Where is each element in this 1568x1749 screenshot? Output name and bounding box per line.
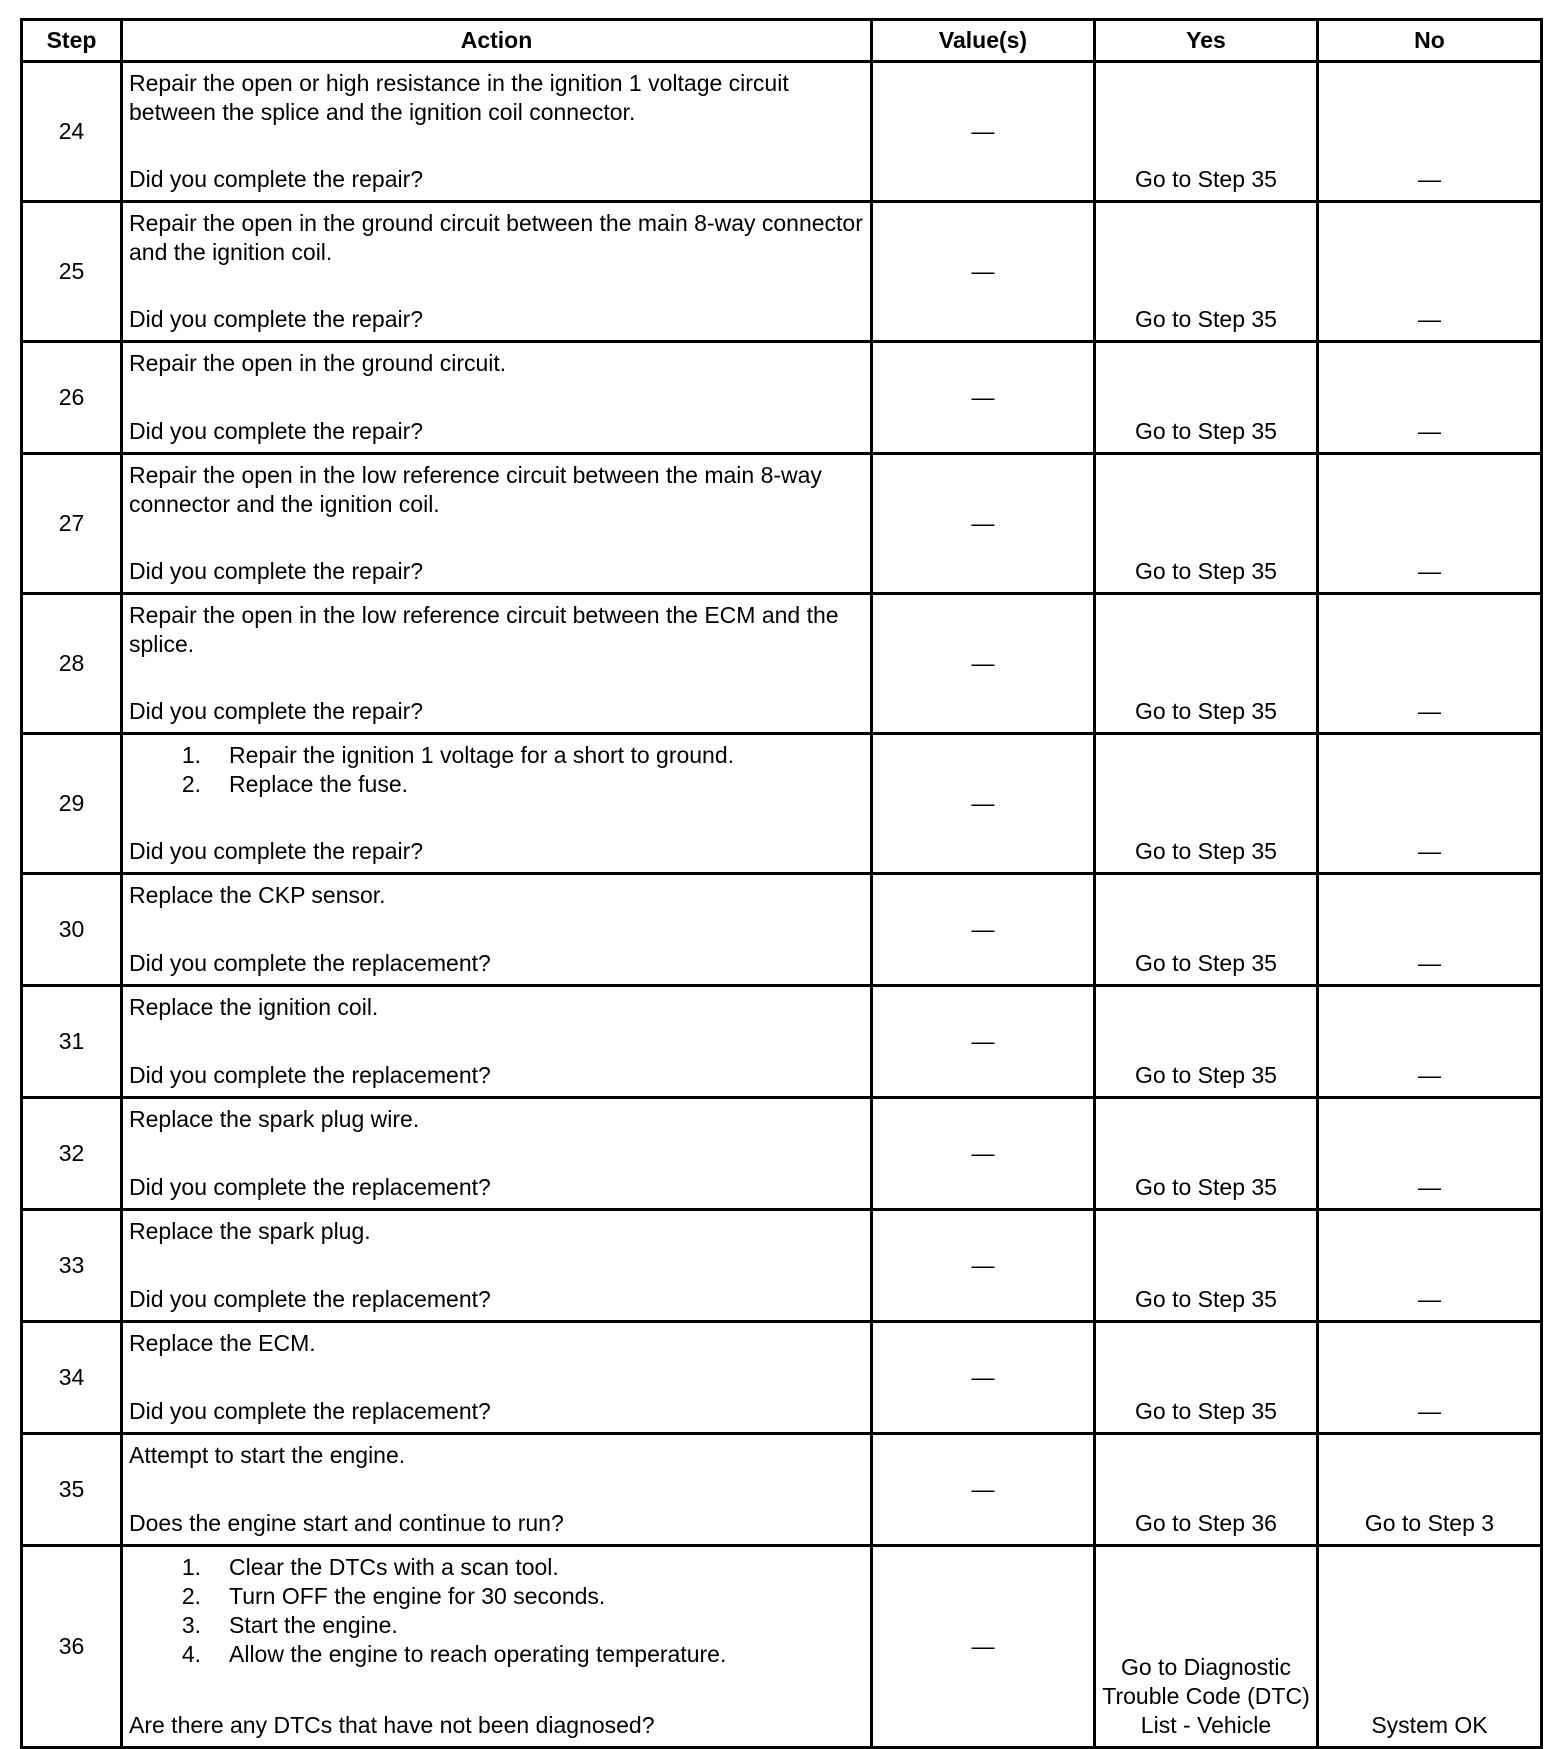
action-instruction: Replace the ECM. — [129, 1330, 316, 1356]
action-content — [129, 349, 864, 446]
action-instruction: Repair the open or high resistance in the ignition 1 voltage circuit between the splice and the ignition coil connector. — [129, 70, 789, 125]
values-cell: — — [872, 1546, 1095, 1748]
action-instruction: Replace the spark plug. — [129, 1218, 371, 1244]
step-number-cell: 25 — [22, 202, 122, 342]
no-outcome-cell: — — [1318, 594, 1542, 734]
header-no: No — [1318, 20, 1542, 62]
diagnostic-steps-table — [20, 18, 1543, 1749]
action-instruction: Attempt to start the engine. — [129, 1442, 406, 1468]
yes-outcome-cell: Go to Step 35 — [1095, 342, 1318, 454]
step-number-cell: 33 — [22, 1210, 122, 1322]
yes-outcome-cell: Go to Step 35 — [1095, 1098, 1318, 1210]
table-row — [22, 1434, 1542, 1546]
yes-outcome-cell: Go to Step 36 — [1095, 1434, 1318, 1546]
action-question: Did you complete the replacement? — [129, 1174, 491, 1200]
list-item-number: 2. — [181, 1583, 201, 1609]
no-outcome-cell: — — [1318, 986, 1542, 1098]
action-cell — [122, 454, 872, 594]
list-item-text: Allow the engine to reach operating temperature. — [229, 1641, 727, 1667]
table-row — [22, 1322, 1542, 1434]
action-content — [129, 461, 864, 586]
no-outcome-cell: System OK — [1318, 1546, 1542, 1748]
action-content — [129, 1553, 864, 1740]
action-list-item — [129, 1640, 864, 1669]
step-number-cell: 31 — [22, 986, 122, 1098]
action-content — [129, 1441, 864, 1538]
step-number-cell: 34 — [22, 1322, 122, 1434]
list-item-number: 1. — [181, 742, 201, 768]
action-question: Are there any DTCs that have not been diagnosed? — [129, 1712, 655, 1738]
action-question: Did you complete the repair? — [129, 306, 424, 332]
yes-outcome-cell: Go to Step 35 — [1095, 734, 1318, 874]
table-row — [22, 986, 1542, 1098]
action-instruction: Repair the open in the low reference circuit between the ECM and the splice. — [129, 602, 839, 657]
action-cell — [122, 1210, 872, 1322]
header-yes: Yes — [1095, 20, 1318, 62]
header-values: Value(s) — [872, 20, 1095, 62]
step-number-cell: 36 — [22, 1546, 122, 1748]
values-cell: — — [872, 734, 1095, 874]
action-content — [129, 993, 864, 1090]
action-instruction: Replace the spark plug wire. — [129, 1106, 420, 1132]
no-outcome-cell: — — [1318, 62, 1542, 202]
step-number-cell: 27 — [22, 454, 122, 594]
action-question: Did you complete the replacement? — [129, 1398, 491, 1424]
header-action: Action — [122, 20, 872, 62]
action-question: Did you complete the repair? — [129, 558, 424, 584]
yes-outcome-cell: Go to Step 35 — [1095, 202, 1318, 342]
list-item-number: 3. — [181, 1612, 201, 1638]
no-outcome-cell: — — [1318, 1322, 1542, 1434]
action-cell — [122, 62, 872, 202]
yes-outcome-cell: Go to Step 35 — [1095, 594, 1318, 734]
no-outcome-cell: — — [1318, 454, 1542, 594]
no-outcome-cell: — — [1318, 202, 1542, 342]
action-content — [129, 1217, 864, 1314]
list-item-number: 2. — [181, 771, 201, 797]
values-cell: — — [872, 594, 1095, 734]
action-cell — [122, 1434, 872, 1546]
action-question: Did you complete the repair? — [129, 698, 424, 724]
values-cell: — — [872, 62, 1095, 202]
action-question: Did you complete the repair? — [129, 838, 424, 864]
list-item-text: Turn OFF the engine for 30 seconds. — [229, 1583, 606, 1609]
yes-outcome-cell: Go to Diagnostic Trouble Code (DTC) List - Vehicle — [1095, 1546, 1318, 1748]
action-content — [129, 601, 864, 726]
values-cell: — — [872, 1210, 1095, 1322]
step-number-cell: 28 — [22, 594, 122, 734]
step-number-cell: 29 — [22, 734, 122, 874]
values-cell: — — [872, 454, 1095, 594]
action-cell — [122, 1322, 872, 1434]
no-outcome-cell: — — [1318, 1098, 1542, 1210]
no-outcome-cell: — — [1318, 342, 1542, 454]
step-number-cell: 35 — [22, 1434, 122, 1546]
action-content — [129, 69, 864, 194]
no-outcome-cell: — — [1318, 734, 1542, 874]
list-item-text: Replace the fuse. — [229, 771, 409, 797]
action-content — [129, 881, 864, 978]
action-question: Did you complete the replacement? — [129, 950, 491, 976]
action-question: Did you complete the repair? — [129, 418, 424, 444]
action-list-item — [129, 741, 864, 770]
step-number-cell: 30 — [22, 874, 122, 986]
table-row — [22, 1546, 1542, 1748]
list-item-text: Repair the ignition 1 voltage for a short to ground. — [229, 742, 735, 768]
table-row — [22, 874, 1542, 986]
yes-outcome-cell: Go to Step 35 — [1095, 1210, 1318, 1322]
table-row — [22, 342, 1542, 454]
action-cell — [122, 986, 872, 1098]
values-cell: — — [872, 1098, 1095, 1210]
values-cell: — — [872, 1434, 1095, 1546]
yes-outcome-cell: Go to Step 35 — [1095, 986, 1318, 1098]
action-cell — [122, 1098, 872, 1210]
action-instruction: Replace the CKP sensor. — [129, 882, 386, 908]
table-row — [22, 734, 1542, 874]
values-cell: — — [872, 202, 1095, 342]
list-item-number: 1. — [181, 1554, 201, 1580]
list-item-text: Start the engine. — [229, 1612, 398, 1638]
table-row — [22, 594, 1542, 734]
yes-outcome-cell: Go to Step 35 — [1095, 454, 1318, 594]
action-numbered-list — [129, 1553, 864, 1669]
action-content — [129, 1105, 864, 1202]
yes-outcome-cell: Go to Step 35 — [1095, 874, 1318, 986]
action-instruction: Repair the open in the ground circuit between the main 8-way connector and the ignition coil. — [129, 210, 863, 265]
action-instruction: Repair the open in the low reference circuit between the main 8-way connector and the ignition coil. — [129, 462, 822, 517]
table-row — [22, 202, 1542, 342]
action-cell — [122, 734, 872, 874]
yes-outcome-cell: Go to Step 35 — [1095, 62, 1318, 202]
action-cell — [122, 342, 872, 454]
values-cell: — — [872, 342, 1095, 454]
header-step: Step — [22, 20, 122, 62]
values-cell: — — [872, 986, 1095, 1098]
action-cell — [122, 202, 872, 342]
table-row — [22, 62, 1542, 202]
action-list-item — [129, 1582, 864, 1611]
table-row — [22, 1210, 1542, 1322]
no-outcome-cell: — — [1318, 874, 1542, 986]
action-question: Did you complete the repair? — [129, 166, 424, 192]
action-list-item — [129, 1553, 864, 1582]
no-outcome-cell: — — [1318, 1210, 1542, 1322]
action-question: Did you complete the replacement? — [129, 1062, 491, 1088]
step-number-cell: 24 — [22, 62, 122, 202]
table-row — [22, 454, 1542, 594]
action-instruction: Repair the open in the ground circuit. — [129, 350, 507, 376]
values-cell: — — [872, 874, 1095, 986]
list-item-text: Clear the DTCs with a scan tool. — [229, 1554, 559, 1580]
step-number-cell: 26 — [22, 342, 122, 454]
action-list-item — [129, 770, 864, 799]
action-numbered-list — [129, 741, 864, 799]
values-cell: — — [872, 1322, 1095, 1434]
no-outcome-cell: Go to Step 3 — [1318, 1434, 1542, 1546]
action-content — [129, 1329, 864, 1426]
table-row — [22, 1098, 1542, 1210]
action-content — [129, 209, 864, 334]
step-number-cell: 32 — [22, 1098, 122, 1210]
action-instruction: Replace the ignition coil. — [129, 994, 379, 1020]
action-question: Does the engine start and continue to run? — [129, 1510, 564, 1536]
action-cell — [122, 594, 872, 734]
action-question: Did you complete the replacement? — [129, 1286, 491, 1312]
table-header-row — [22, 20, 1542, 62]
action-list-item — [129, 1611, 864, 1640]
yes-outcome-cell: Go to Step 35 — [1095, 1322, 1318, 1434]
action-cell — [122, 1546, 872, 1748]
action-content — [129, 741, 864, 866]
list-item-number: 4. — [181, 1641, 201, 1667]
action-cell — [122, 874, 872, 986]
